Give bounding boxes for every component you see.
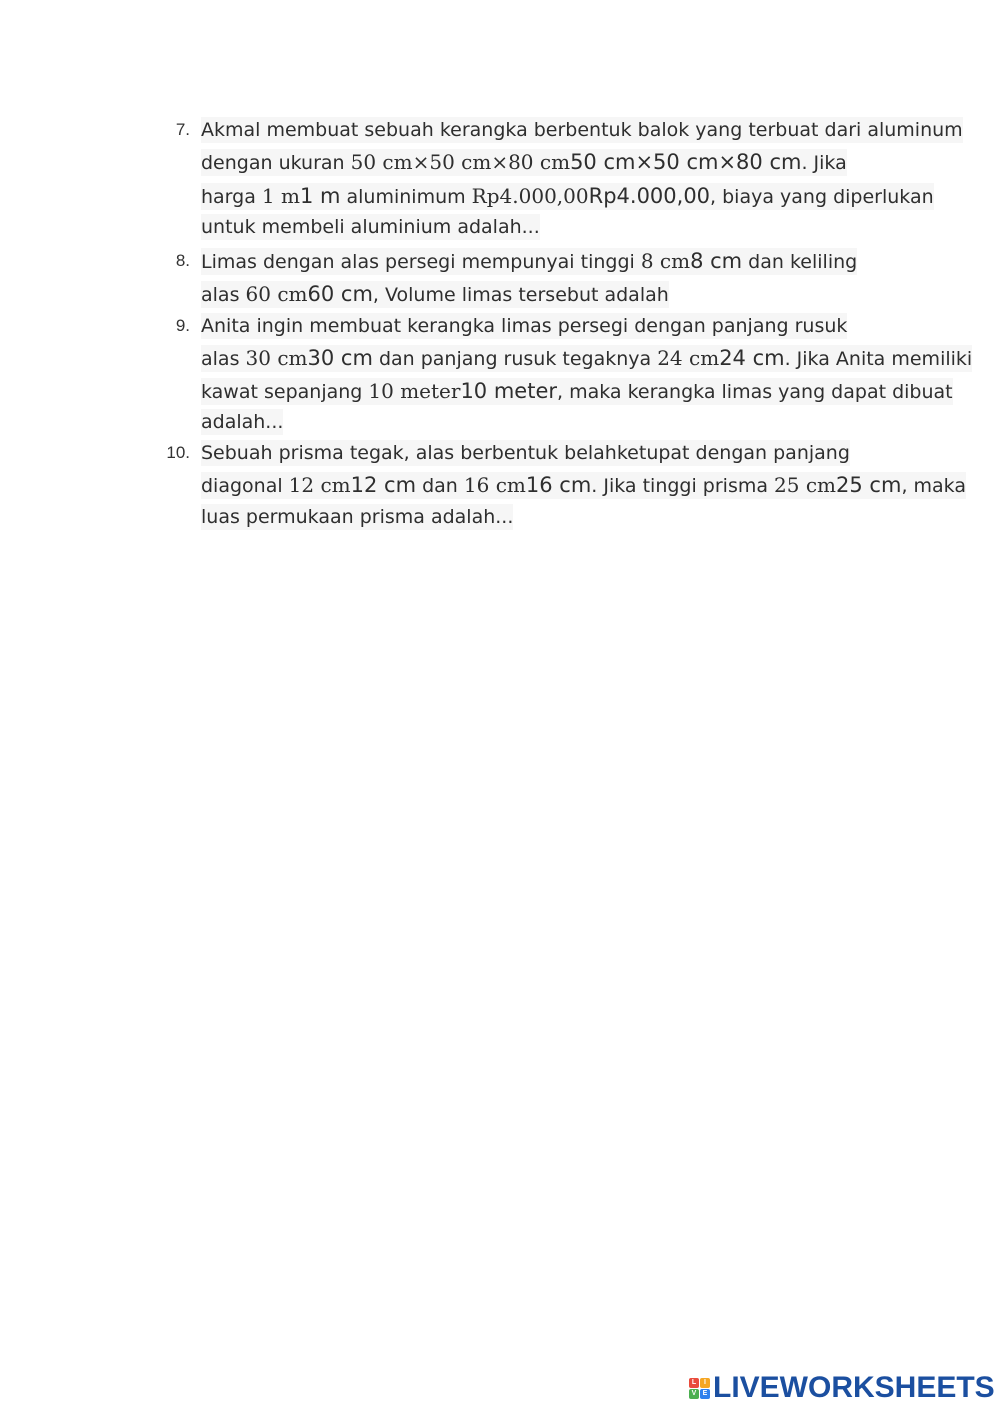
question-8-line-1: [201, 248, 857, 275]
text: , Volume limas tersebut adalah: [372, 284, 669, 306]
math-expression: Rp4.000,00: [471, 184, 589, 208]
question-number: 8.: [175, 251, 190, 270]
math-expression-plain: 24 cm: [719, 346, 785, 370]
text: . Jika Anita memiliki: [784, 348, 973, 370]
text: . Jika tinggi prisma: [591, 475, 775, 497]
question-7-line-1: [201, 117, 963, 143]
text: aluminimum: [340, 186, 472, 208]
text: , maka: [901, 475, 966, 497]
math-expression: 12 cm: [288, 473, 351, 497]
text: luas permukaan prisma adalah...: [201, 506, 514, 528]
math-expression: 30 cm: [245, 346, 308, 370]
question-7-line-3: [201, 183, 934, 210]
text: dan: [416, 475, 464, 497]
math-expression: 10 meter: [368, 379, 461, 403]
text: alas: [201, 284, 246, 306]
logo-mark-cell: E: [700, 1389, 710, 1399]
logo-mark-icon: [689, 1378, 710, 1399]
text: Sebuah prisma tegak, alas berbentuk belahketupat dengan panjang: [201, 442, 850, 464]
question-10-line-2: [201, 472, 966, 499]
text: harga: [201, 186, 262, 208]
math-expression: 8 cm: [640, 249, 691, 273]
logo-mark-cell: I: [700, 1378, 710, 1388]
math-expression: 50 cm×50 cm×80 cm: [350, 150, 571, 174]
math-expression: 16 cm: [463, 473, 526, 497]
text: dengan ukuran: [201, 152, 351, 174]
math-expression: 60 cm: [245, 282, 308, 306]
text: alas: [201, 348, 246, 370]
math-expression-plain: 30 cm: [307, 346, 373, 370]
question-7-line-2: [201, 149, 847, 176]
text: Anita ingin membuat kerangka limas persegi dengan panjang rusuk: [201, 315, 848, 337]
text: Limas dengan alas persegi mempunyai tinggi: [201, 251, 641, 273]
text: untuk membeli aluminium adalah...: [201, 216, 540, 238]
math-expression-plain: 50 cm×50 cm×80 cm: [570, 150, 802, 174]
logo-mark-cell: V: [689, 1389, 699, 1399]
question-10-line-3: [201, 504, 513, 530]
text: . Jika: [801, 152, 847, 174]
math-expression-plain: 10 meter: [460, 379, 557, 403]
question-9-line-2: [201, 345, 972, 372]
math-expression: 24 cm: [657, 346, 720, 370]
logo-text: LIVEWORKSHEETS: [713, 1371, 995, 1404]
logo-mark-cell: L: [689, 1378, 699, 1388]
question-10-line-1: [201, 440, 850, 466]
liveworksheets-logo: [689, 1372, 995, 1404]
math-expression-plain: Rp4.000,00: [588, 184, 711, 208]
text: kawat sepanjang: [201, 381, 369, 403]
math-expression-plain: 8 cm: [690, 249, 743, 273]
question-8-line-2: [201, 281, 669, 308]
text: , biaya yang diperlukan: [710, 186, 934, 208]
text: dan panjang rusuk tegaknya: [372, 348, 658, 370]
question-9-line-3: [201, 378, 953, 405]
question-7-line-4: [201, 214, 540, 240]
text: , maka kerangka limas yang dapat dibuat: [557, 381, 953, 403]
math-expression-plain: 25 cm: [836, 473, 902, 497]
math-expression-plain: 1 m: [299, 184, 341, 208]
text: dan keliling: [742, 251, 858, 273]
text: adalah...: [201, 411, 284, 433]
question-number: 10.: [166, 443, 190, 462]
text: Akmal membuat sebuah kerangka berbentuk balok yang terbuat dari aluminum: [201, 119, 963, 141]
math-expression: 25 cm: [774, 473, 837, 497]
math-expression: 1 m: [261, 184, 300, 208]
question-9-line-4: [201, 409, 283, 435]
question-number: 9.: [175, 316, 190, 335]
question-9-line-1: [201, 313, 847, 339]
math-expression-plain: 12 cm: [350, 473, 417, 497]
math-expression-plain: 60 cm: [307, 282, 373, 306]
question-number: 7.: [175, 120, 190, 139]
text: diagonal: [201, 475, 289, 497]
math-expression-plain: 16 cm: [525, 473, 592, 497]
